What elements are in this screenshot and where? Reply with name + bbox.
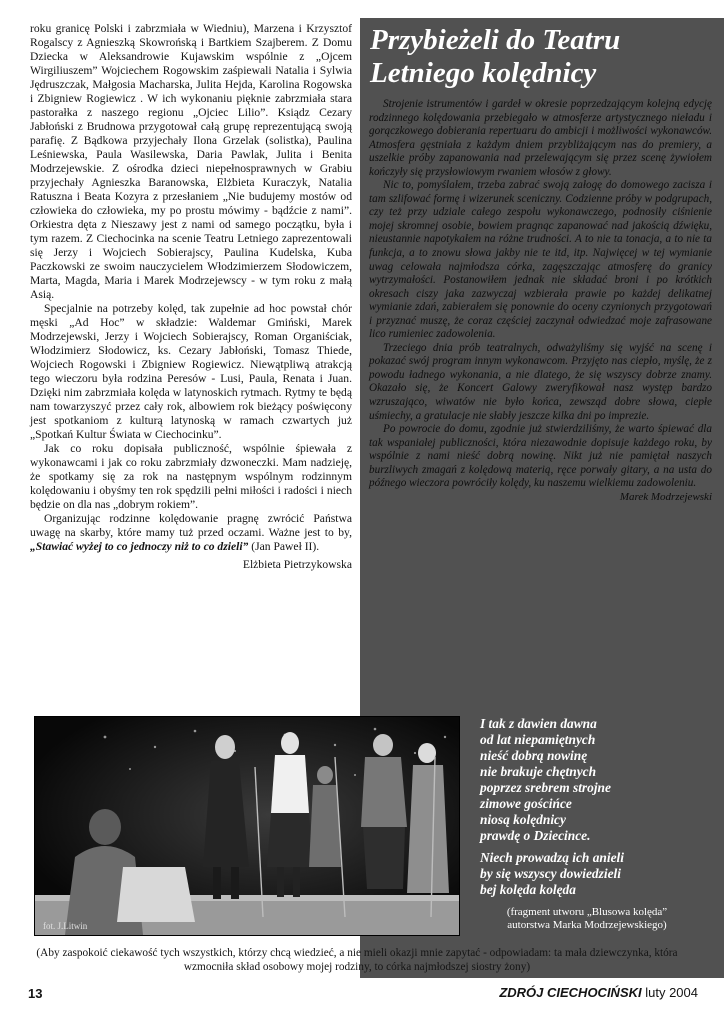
poem-line: Niech prowadzą ich anieli	[480, 850, 624, 865]
paragraph-text: Organizując rodzinne kolędowanie pragnę zwrócić Państwa uwagę na skarby, które mamy tuż przed oczami. Ważne jest to by,	[30, 512, 352, 539]
poem-caption	[458, 906, 716, 932]
poem-stanza	[480, 716, 712, 844]
concert-photo	[34, 716, 460, 936]
paragraph: Strojenie istrumentów i gardeł w okresie poprzedzającym kolejną edycję rodzinnego kolędowania przebiegało w atmosferze artystycznego nieładu i gorączkowego dobierania repertuaru do ambicji i możliwości wykonawców. Atmosfera gęstniała z każdym dniem przybliżającym nas do premiery, a uszelkie próby zapanowania nad przelewającym się przez scenę żywiołem kończyły się przysłowiowym rwaniem włosów z głowy.	[369, 98, 712, 178]
photo-credit: fot. J.Litwin	[43, 921, 88, 931]
article-title: Przybieżeli do Teatru Letniego kolędnicy	[370, 24, 621, 89]
poem-stanza	[480, 850, 712, 898]
poem-line: bej kolęda kolęda	[480, 882, 576, 897]
poem-line: I tak z dawien dawna	[480, 716, 597, 731]
footnote: (Aby zaspokoić ciekawość tych wszystkich, którzy chcą wiedzieć, a nie mieli okazji mnie zapytać - odpowiadam: ta mała dziewczynka, która wzmocniła skład osobowy mojej rodziny, to córka najmłodszej siostry żony)	[36, 947, 678, 973]
poem	[480, 716, 712, 904]
pope-quote: „Stawiać wyżej to co jednoczy niż to co dzieli”	[30, 540, 249, 553]
poem-line: niosą kolędnicy	[480, 812, 566, 827]
poem-line: zimowe gościńce	[480, 796, 572, 811]
paragraph: Trzeciego dnia prób teatralnych, odważyliśmy się wyjść na scenę i pokazać swój program innym wykonawcom. Przyjęto nas ciepło, myślę, że z powodu ładnego wykonania, a nie dlatego, że się wszyscy dobrze znamy. Okazało się, że Koncert Galowy zweryfikował nasz występ bardzo wzruszająco, wiwatów nie było końca, zewsząd dobre słowa, ciepłe uśmiechy, a gratulacje nie słabły jeszcze kilka dni po imprezie.	[369, 341, 712, 422]
issue-date: luty 2004	[641, 985, 698, 1000]
poem-caption-line: autorstwa Marka Modrzejewskiego)	[507, 919, 667, 931]
paragraph: Nic to, pomyślałem, trzeba zabrać swoją załogę do domowego zacisza i tam szlifować formę i wizerunek sceniczny. Codzienne próby w podgrupach, czy też przy udziale całego zespołu wykonawczego, podnosiły ciśnienie mojej skromnej osobie, bowiem pragnąc zapanować nad jakością dźwięku, nieustannie napotykałem na różne trudności. A to nie ta tonacja, a to nie ta funkcja, a to znowu słowa jakby nie te itd, itp. Najwięcej w tej wymianie uwag celowała najmłodsza córka, zagęszczając atmosferę do granicy wytrzymałości. Postanowiłem jednak nie składać broni i po krótkich okresach ciszy jaka zazwyczaj wzbierała prawie po każdej delikatnej wymianie zdań, zabierałem się ponownie do oceny czynionych przygotowań i przyznać muszę, że coraz częściej zaczynał odwiedzać moje zafrasowane lico rumieniec zadowolenia.	[369, 179, 712, 341]
left-column-text	[30, 22, 352, 572]
magazine-name: ZDRÓJ CIECHOCIŃSKI	[499, 985, 642, 1000]
page-number: 13	[28, 986, 43, 1001]
poem-line: by się wszyscy dowiedzieli	[480, 866, 621, 881]
poem-line: nie brakuje chętnych	[480, 764, 597, 779]
article-body	[369, 98, 712, 504]
paragraph: Po powrocie do domu, zgodnie już stwierdziliśmy, że warto śpiewać dla tak wspaniałej publiczności, która niezawodnie dopisuje każdego roku, by wspólnie z nami nieść dobrą nowinę. Nikt już nie pamiętał naszych burzliwych zmagań z kolędową materią, ręce porwały gitary, a na usta do późnego wieczora powróciły kolędy, ku naszemu wielkiemu zadowoleniu.	[369, 423, 712, 490]
poem-line: od lat niepamiętnych	[480, 732, 596, 747]
paragraph: roku granicę Polski i zabrzmiała w Wiedniu), Marzena i Krzysztof Rogalscy z Agnieszką Skowrońską i Bartkiem Szajberem. Z Domu Dziecka w Aleksandrowie Kujawskim wspólnie z „Ojcem Wirgiliuszem” Wojciechem Rogowskim zaśpiewali Natalia i Sylwia Jędruszczak, Małgosia Macharska, Julita Hejda, Karolina Rogowska i Zbigniew Rogiewicz . W ich wykonaniu pięknie zabrzmiała stara pastorałka z naszego regionu „Ojciec Lilio”. Ksiądz Cezary Jabłoński z Brudnowa przygotował całą grupę reprezentującą swoją parafię. Z Bądkowa przyjechały Ilona Grzelak (solistka), Paulina Leśniewska, Paula Wasilewska, Daria Pawlak, Julita i Benita Modrzejewskie. Z ośrodka dzieci niepełnosprawnych w Grabiu przyjechały Agnieszka Baranowska, Elżbieta Kuraczyk, Natalia Ratuszna i Beata Kozyra z przesłaniem „Nie budujemy mostów od człowieka do człowieka, my po prostu mówimy - bądźcie z nami”. Orkiestra dęta z Nieszawy jest z nami od samego początku, była i tym razem. Z Ciechocinka na scenie Teatru Letniego zaprezentowali się Jerzy i Wojciech Sobierajscy, Paulina Kudelska, Kuba Paczkowski ze swoim nauczycielem Włodzimierzem Słodowiczem, Marta, Magda, Maria i Marek Modrzejewscy - w tym roku z małą Asią.	[30, 22, 352, 301]
article-author: Marek Modrzejewski	[619, 490, 712, 503]
stage-photo-illustration	[35, 717, 459, 935]
poem-line: prawdę o Dziecince.	[480, 828, 591, 843]
poem-line: nieść dobrą nowinę	[480, 748, 588, 763]
poem-caption-line: (fragment utworu „Blusowa kolęda”	[506, 906, 668, 918]
footer-masthead	[499, 985, 698, 1000]
quote-attribution: (Jan Paweł II).	[248, 540, 320, 553]
paragraph: Specjalnie na potrzeby kolęd, tak zupełnie ad hoc powstał chór męski „Ad Hoc” w składzie: Waldemar Gmiński, Marek Modrzejewski, Jerzy i Wojciech Sobierajscy, Roman Organiściak, Włodzimierz Słodowicz, ks. Cezary Jabłoński, Tomasz Thiede, Wojciech Rogowski i Zbigniew Rogiewicz. Niewątpliwą atrakcją tego wieczoru była rodzina Peresów - Lusi, Paula, Renata i Juan. Dzięki nim zabrzmiała kolęda w latynoskich rytmach. Rytmy te będą nam towarzyszyć przez cały rok, albowiem rok bieżący poświęcony jest spotkaniom z kulturą latynoską w ramach czwartych już „Spotkań Kultur Świata w Ciechocinku”.	[30, 302, 352, 441]
paragraph: Jak co roku dopisała publiczność, wspólnie śpiewała z wykonawcami i jak co roku zabrzmiały dzwoneczki. Mam nadzieję, że spotkamy się za rok na następnym wspólnym rodzinnym kolędowaniu i obyśmy ten rok spędzili pełni miłości i radości i niech będzie on dla nas „dobrym rokiem”.	[30, 442, 352, 511]
poem-line: poprzez srebrem strojne	[480, 780, 611, 795]
paragraph	[30, 512, 352, 554]
signature: Elżbieta Pietrzykowska	[242, 558, 352, 571]
